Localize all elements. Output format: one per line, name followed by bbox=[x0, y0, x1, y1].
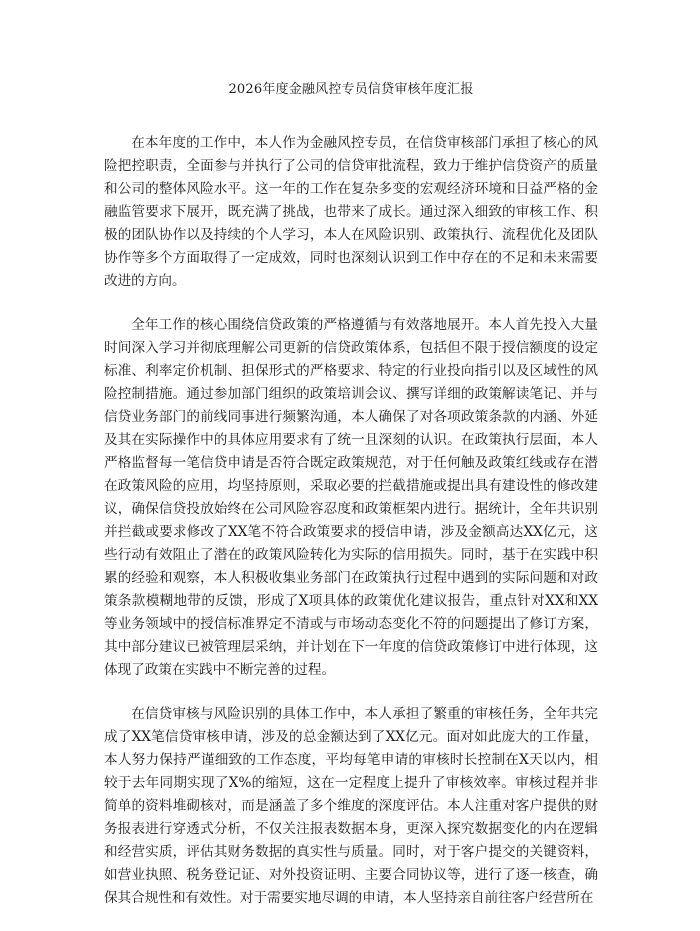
paragraph-1: 在本年度的工作中，本人作为金融风控专员，在信贷审核部门承担了核心的风险把控职责，全面参与并执行了公司的信贷审批流程，致力于维护信贷资产的质量和公司的整体风险水平。这一年的工作在复杂多变的宏观经济环境和日益严格的金融监管要求下展开，既充满了挑战，也带来了成长。通过深入细致的审核工作、积极的团队协作以及持续的个人学习，本人在风险识别、政策执行、流程优化及团队协作等多个方面取得了一定成效，同时也深刻认识到工作中存在的不足和未来需要改进的方向。 bbox=[104, 135, 598, 289]
document-body bbox=[104, 132, 598, 931]
document-title: 2026年度金融风控专员信贷审核年度汇报 bbox=[228, 82, 474, 97]
paragraph-2: 全年工作的核心围绕信贷政策的严格遵循与有效落地展开。本人首先投入大量时间深入学习并彻底理解公司更新的信贷政策体系，包括但不限于授信额度的设定标准、利率定价机制、担保形式的严格要求、特定的行业投向指引以及区域性的风险控制措施。通过参加部门组织的政策培训会议、撰写详细的政策解读笔记、并与信贷业务部门的前线同事进行频繁沟通，本人确保了对各项政策条款的内涵、外延及其在实际操作中的具体应用要求有了统一且深刻的认识。在政策执行层面，本人严格监督每一笔信贷申请是否符合既定政策规范，对于任何触及政策红线或存在潜在政策风险的应用，均坚持原则，采取必要的拦截措施或提出具有建设性的修改建议，确保信贷投放始终在公司风险容忍度和政策框架内进行。据统计，全年共识别并拦截或要求修改了XX笔不符合政策要求的授信申请，涉及金额高达XX亿元，这些行动有效阻止了潜在的政策风险转化为实际的信用损失。同时，基于在实践中积累的经验和观察，本人积极收集业务部门在政策执行过程中遇到的实际问题和对政策条款模糊地带的反馈，形成了X项具体的政策优化建议报告，重点针对XX和XX等业务领域中的授信标准界定不清或与市场动态变化不符的问题提出了修订方案，其中部分建议已被管理层采纳，并计划在下一年度的信贷政策修订中进行体现，这体现了政策在实践中不断完善的过程。 bbox=[104, 317, 598, 678]
paragraph-3: 在信贷审核与风险识别的具体工作中，本人承担了繁重的审核任务，全年共完成了XX笔信贷审核申请，涉及的总金额达到了XX亿元。面对如此庞大的工作量，本人努力保持严谨细致的工作态度，平均每笔申请的审核时长控制在X天以内，相较于去年同期实现了X%的缩短，这在一定程度上提升了审核效率。审核过程并非简单的资料堆砌核对，而是涵盖了多个维度的深度评估。本人注重对客户提供的财务报表进行穿透式分析，不仅关注报表数据本身，更深入探究数据变化的内在逻辑和经营实质，评估其财务数据的真实性与质量。同时，对于客户提交的关键资料，如营业执照、税务登记证、对外投资证明、主要合同协议等，进行了逐一核查，确保其合规性和有效性。对于需要实地尽调的申请，本人坚持亲自前往客户经营所在 bbox=[104, 706, 598, 906]
